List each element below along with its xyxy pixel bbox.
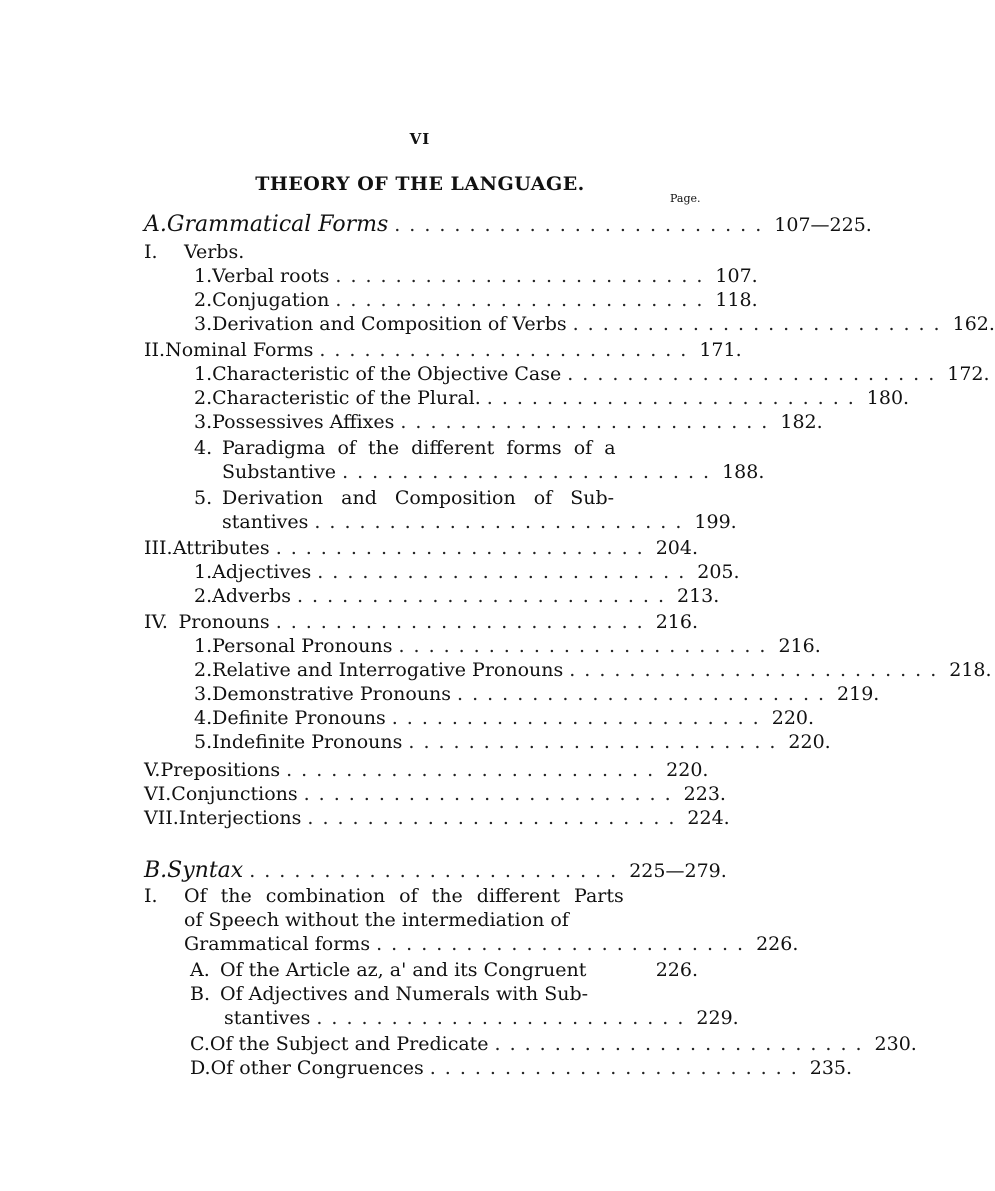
entry-number: 2. (194, 585, 213, 607)
leader-dots: ......................... (494, 1033, 871, 1055)
entry-page: 188. (722, 461, 765, 483)
entry-text: Of the Subject and Predicate (209, 1033, 489, 1055)
leader-dots: ......................... (319, 339, 696, 361)
toc-entry (194, 584, 720, 609)
entry-text: Of other Congruences (210, 1057, 424, 1079)
section-b-title: Syntax (167, 858, 244, 883)
toc-heading: Pronouns (178, 611, 270, 633)
entry-text: Verbal roots (212, 265, 330, 287)
leader-dots: ......................... (275, 537, 652, 559)
section-a-title: Grammatical Forms (166, 212, 389, 237)
toc-heading: Conjunctions (171, 783, 298, 805)
toc-entry (194, 658, 992, 683)
entry-number: 1. (194, 363, 213, 385)
entry-number: 2. (194, 659, 213, 681)
entry-number: 3. (194, 683, 213, 705)
section-a-letter: A. (144, 212, 167, 237)
section-a-heading (144, 212, 872, 237)
leader-dots: ......................... (317, 561, 694, 583)
toc-prepositions (144, 758, 709, 783)
leader-dots: ......................... (457, 683, 834, 705)
section-b-letter: B. (144, 858, 168, 883)
entry-number: 4. (194, 437, 213, 459)
entry-page: 213. (677, 585, 720, 607)
entry-page: 199. (694, 511, 737, 533)
roman-numeral: VI. (144, 783, 172, 805)
roman-numeral: II. (144, 339, 166, 361)
entry-page: 162. (952, 313, 995, 335)
entry-number: 5. (194, 731, 213, 753)
toc-nominal (144, 338, 742, 363)
entry-page: 107. (715, 265, 758, 287)
leader-dots: ......................... (391, 707, 768, 729)
toc-entry (194, 312, 995, 337)
entry-page: 226. (756, 933, 799, 955)
page-number: VI (409, 130, 431, 148)
leader-dots: ......................... (569, 659, 946, 681)
toc-heading-continued (184, 932, 799, 957)
toc-entry (194, 288, 758, 313)
entry-page: 118. (715, 289, 758, 311)
entry-text: Adjectives (212, 561, 312, 583)
leader-dots: ......................... (335, 265, 712, 287)
toc-entry (194, 264, 758, 289)
entry-text: Definite Pronouns (212, 707, 386, 729)
entry-page: 235. (809, 1057, 853, 1079)
toc-entry (194, 730, 831, 755)
leader-dots: ......................... (400, 411, 777, 433)
entry-text: Demonstrative Pronouns (212, 683, 452, 705)
entry-text: Of the Article az, a' and its Congruent (220, 959, 587, 981)
roman-numeral: IV. (144, 611, 168, 633)
roman-numeral: I. (144, 885, 158, 907)
entry-letter: B. (190, 983, 211, 1005)
entry-text: stantives (222, 511, 309, 533)
roman-numeral: V. (144, 759, 161, 781)
section-b-heading (144, 858, 727, 883)
page-column-label: Page. (670, 192, 701, 205)
roman-numeral: III. (144, 537, 173, 559)
toc-entry (194, 486, 698, 511)
leader-dots: ......................... (342, 461, 719, 483)
leader-dots: ......................... (286, 759, 663, 781)
leader-dots: ......................... (408, 731, 785, 753)
toc-entry (194, 634, 821, 659)
leader-dots: ......................... (314, 511, 691, 533)
entry-page: 204. (655, 537, 698, 559)
leader-dots: ......................... (429, 1057, 806, 1079)
entry-text: Derivation and Composition of Sub- (222, 487, 615, 509)
entry-page: 230. (874, 1033, 917, 1055)
leader-dots: ......................... (307, 807, 684, 829)
leader-dots: ......................... (275, 611, 652, 633)
entry-letter: C. (190, 1033, 210, 1055)
section-a-range: 107—225. (774, 214, 872, 236)
roman-numeral: VII. (144, 807, 179, 829)
toc-entry (190, 958, 698, 983)
entry-text: stantives (224, 1007, 311, 1029)
toc-conjunctions (144, 782, 726, 807)
entry-page: 223. (683, 783, 726, 805)
entry-text: Indefinite Pronouns (212, 731, 403, 753)
toc-entry (190, 982, 698, 1007)
toc-entry (194, 682, 880, 707)
leader-dots: ......................... (486, 387, 863, 409)
entry-page: 220. (666, 759, 709, 781)
toc-heading: Prepositions (160, 759, 281, 781)
toc-entry (190, 1056, 853, 1081)
entry-text: Relative and Interrogative Pronouns (212, 659, 564, 681)
toc-heading: Grammatical forms (184, 933, 371, 955)
entry-text: Characteristic of the Plural. (212, 387, 481, 409)
entry-page: 224. (687, 807, 730, 829)
entry-page: 220. (771, 707, 815, 729)
entry-page: 182. (780, 411, 823, 433)
entry-text: Characteristic of the Objective Case (212, 363, 562, 385)
toc-entry (194, 410, 823, 435)
entry-page: 180. (866, 387, 910, 409)
leader-dots (586, 958, 651, 983)
entry-page: 219. (837, 683, 880, 705)
entry-page: 229. (696, 1007, 739, 1029)
section-b-range: 225—279. (629, 860, 727, 882)
entry-text: Adverbs (212, 585, 291, 607)
entry-page: 216. (655, 611, 698, 633)
toc-entry (194, 436, 698, 461)
toc-entry (194, 560, 740, 585)
entry-page: 172. (947, 363, 990, 385)
entry-page: 226. (655, 959, 698, 981)
leader-dots: ......................... (335, 289, 712, 311)
toc-attributes (144, 536, 698, 561)
entry-text: Personal Pronouns (212, 635, 393, 657)
toc-entry (190, 1032, 917, 1057)
toc-entry (194, 386, 910, 411)
leader-dots: ......................... (316, 1007, 693, 1029)
toc-entry-continued (222, 510, 737, 535)
leader-dots: ......................... (249, 860, 626, 882)
toc-pronouns (144, 610, 698, 635)
leader-dots: ......................... (398, 635, 775, 657)
toc-heading: Of the combination of the different Parts (184, 885, 624, 907)
toc-heading-continued: of Speech without the intermediation of (184, 909, 569, 931)
entry-text: Possessives Affixes (212, 411, 395, 433)
entry-number: 2. (194, 387, 213, 409)
entry-letter: A. (190, 959, 210, 981)
entry-page: 216. (778, 635, 821, 657)
page-title: THEORY OF THE LANGUAGE. (255, 173, 585, 195)
entry-page: 171. (699, 339, 742, 361)
entry-number: 1. (194, 265, 213, 287)
toc-syntax-combination (144, 884, 698, 909)
toc-entry-continued (224, 1006, 739, 1031)
toc-entry-continued (222, 460, 765, 485)
entry-text: Substantive (222, 461, 337, 483)
toc-verbs (144, 240, 698, 265)
roman-numeral: I. (144, 241, 158, 263)
entry-number: 5. (194, 487, 213, 509)
toc-heading: Nominal Forms (165, 339, 314, 361)
leader-dots: ......................... (572, 313, 949, 335)
entry-number: 1. (194, 635, 213, 657)
entry-letter: D. (190, 1057, 211, 1079)
leader-dots: ......................... (303, 783, 680, 805)
entry-number: 3. (194, 313, 213, 335)
entry-text: Conjugation (212, 289, 330, 311)
leader-dots: ......................... (567, 363, 944, 385)
entry-page: 220. (788, 731, 831, 753)
leader-dots: ......................... (394, 214, 771, 236)
toc-heading: Interjections (178, 807, 302, 829)
entry-number: 1. (194, 561, 213, 583)
toc-entry (194, 362, 990, 387)
entry-number: 3. (194, 411, 213, 433)
entry-text: Derivation and Composition of Verbs (212, 313, 567, 335)
entry-text: Of Adjectives and Numerals with Sub- (220, 983, 589, 1005)
toc-entry (194, 706, 815, 731)
leader-dots: ......................... (297, 585, 673, 607)
toc-heading: Attributes (172, 537, 270, 559)
entry-number: 2. (194, 289, 213, 311)
toc-interjections (144, 806, 730, 831)
toc-heading: Verbs. (184, 241, 245, 263)
entry-page: 218. (949, 659, 992, 681)
entry-text: Paradigma of the different forms of a (222, 437, 616, 459)
entry-page: 205. (697, 561, 740, 583)
leader-dots: ......................... (376, 933, 753, 955)
entry-number: 4. (194, 707, 213, 729)
